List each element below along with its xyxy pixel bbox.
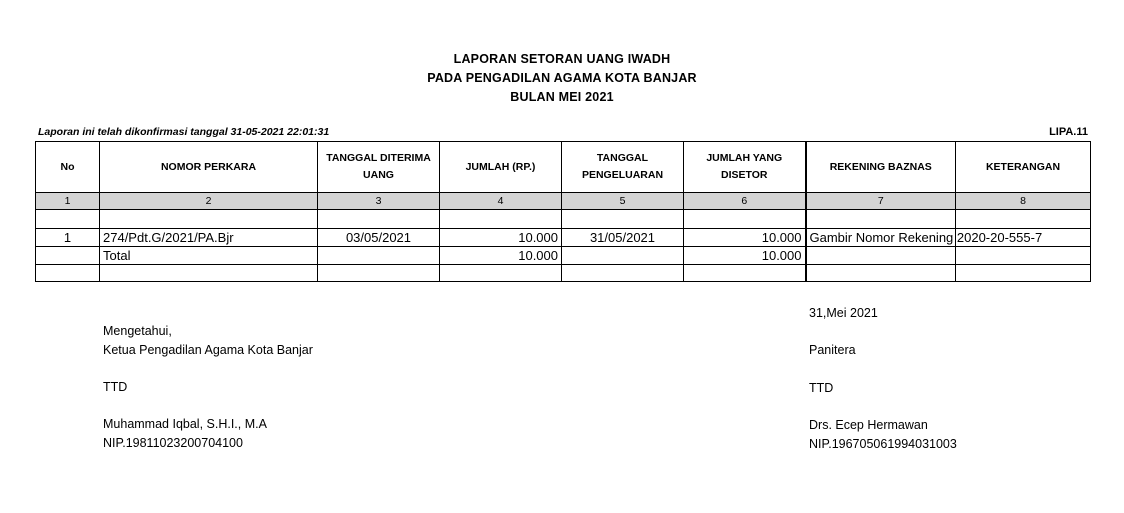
- empty-cell: [562, 265, 684, 282]
- empty-cell: [440, 210, 562, 229]
- row-nomor-perkara: 274/Pdt.G/2021/PA.Bjr: [100, 229, 318, 247]
- column-number: 1: [36, 193, 100, 210]
- empty-cell: [36, 247, 100, 265]
- col-header-keterangan: KETERANGAN: [956, 142, 1091, 193]
- total-label: Total: [100, 247, 318, 265]
- col-header-jumlah: JUMLAH (RP.): [440, 142, 562, 193]
- table-header-row: [36, 142, 1091, 193]
- signatory-nip: NIP.19811023200704100: [103, 436, 243, 451]
- table-row: [36, 229, 1091, 247]
- column-number: 8: [956, 193, 1091, 210]
- total-jumlah: 10.000: [440, 247, 562, 265]
- empty-cell: [684, 265, 806, 282]
- empty-cell: [562, 210, 684, 229]
- signatory-nip: NIP.196705061994031003: [809, 436, 957, 451]
- acknowledgement-label: Mengetahui,: [103, 324, 172, 338]
- empty-cell: [100, 265, 318, 282]
- signature-left: [103, 322, 313, 453]
- form-code: LIPA.11: [1049, 126, 1088, 138]
- clerk-title: Panitera: [809, 343, 856, 358]
- empty-cell: [318, 247, 440, 265]
- empty-cell: [100, 210, 318, 229]
- col-header-nomor-perkara: NOMOR PERKARA: [100, 142, 318, 193]
- row-jumlah: 10.000: [440, 229, 562, 247]
- row-tanggal-diterima: 03/05/2021: [318, 229, 440, 247]
- column-number: 2: [100, 193, 318, 210]
- empty-cell: [36, 265, 100, 282]
- row-rekening-baznas: Gambir Nomor Rekening 2020-20-555-7: [806, 229, 956, 247]
- empty-cell: [806, 247, 956, 265]
- empty-cell: [956, 210, 1091, 229]
- confirmation-note: Laporan ini telah dikonfirmasi tanggal 31-05-2021 22:01:31: [38, 126, 330, 138]
- row-no: 1: [36, 229, 100, 247]
- signature-ttd: TTD: [103, 380, 128, 395]
- title-line-2: PADA PENGADILAN AGAMA KOTA BANJAR: [427, 71, 697, 85]
- total-jumlah-disetor: 10.000: [684, 247, 806, 265]
- empty-cell: [318, 210, 440, 229]
- column-number: 4: [440, 193, 562, 210]
- col-header-jumlah-disetor: JUMLAH YANG DISETOR: [684, 142, 806, 193]
- column-number: 5: [562, 193, 684, 210]
- report-title: [0, 50, 1124, 107]
- column-number: 3: [318, 193, 440, 210]
- column-number: 7: [806, 193, 956, 210]
- empty-cell: [318, 265, 440, 282]
- column-number: 6: [684, 193, 806, 210]
- title-line-1: LAPORAN SETORAN UANG IWADH: [453, 52, 671, 66]
- col-header-tanggal-pengeluaran: TANGGAL PENGELUARAN: [562, 142, 684, 193]
- row-jumlah-disetor: 10.000: [684, 229, 806, 247]
- col-header-rekening-baznas: REKENING BAZNAS: [806, 142, 956, 193]
- chairman-title: Ketua Pengadilan Agama Kota Banjar: [103, 342, 313, 357]
- col-header-no: No: [36, 142, 100, 193]
- empty-cell: [562, 247, 684, 265]
- column-number-row: [36, 193, 1091, 210]
- empty-cell: [36, 210, 100, 229]
- signature-ttd: TTD: [809, 380, 834, 395]
- row-tanggal-pengeluaran: 31/05/2021: [562, 229, 684, 247]
- empty-cell: [806, 210, 956, 229]
- empty-cell: [956, 247, 1091, 265]
- report-table: [35, 141, 1091, 282]
- empty-cell: [806, 265, 956, 282]
- empty-cell: [440, 265, 562, 282]
- signature-right: [809, 304, 957, 454]
- total-row: [36, 247, 1091, 265]
- signatory-name: Drs. Ecep Hermawan: [809, 418, 928, 433]
- blank-row: [36, 265, 1091, 282]
- signature-date: 31,Mei 2021: [809, 306, 878, 320]
- signatory-name: Muhammad Iqbal, S.H.I., M.A: [103, 417, 267, 432]
- title-line-3: BULAN MEI 2021: [510, 90, 614, 104]
- blank-row: [36, 210, 1091, 229]
- col-header-tanggal-diterima: TANGGAL DITERIMA UANG: [318, 142, 440, 193]
- empty-cell: [684, 210, 806, 229]
- empty-cell: [956, 265, 1091, 282]
